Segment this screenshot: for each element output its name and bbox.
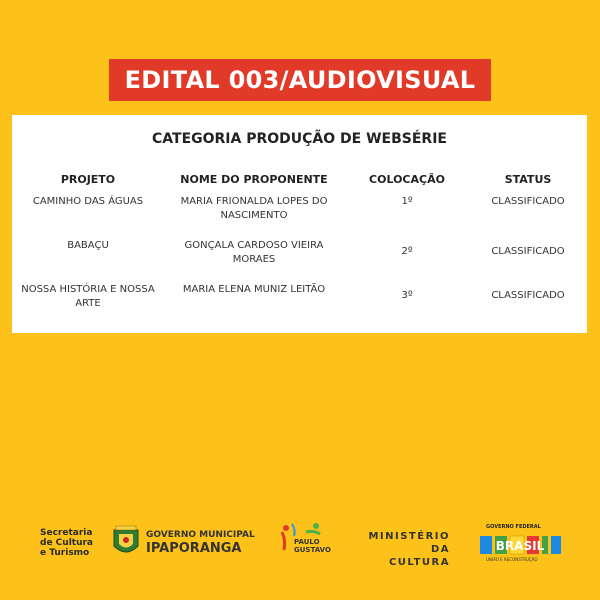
uniao-text: UNIÃO E RECONSTRUÇÃO — [486, 557, 538, 562]
row1-colocacao: 1º — [401, 196, 413, 207]
ministerio-cultura-logo — [355, 530, 450, 569]
secretaria-line-1: Secretaria — [40, 528, 93, 538]
paulo-text: PAULO — [294, 538, 320, 546]
row1-proponente: MARIA FRIONALDA LOPES DO NASCIMENTO — [180, 196, 328, 221]
edital-title: EDITAL 003/AUDIOVISUAL — [124, 66, 476, 94]
municipal-crest-icon — [110, 524, 142, 560]
row2-proponente: GONÇALA CARDOSO VIEIRA MORAES — [184, 240, 324, 265]
gov-municipal-text: GOVERNO MUNICIPAL — [146, 530, 255, 540]
ministerio-line-2: CULTURA — [388, 557, 450, 568]
header-colocacao: COLOCAÇÃO — [369, 173, 445, 186]
sponsor-logos — [0, 520, 600, 570]
header-status: STATUS — [504, 173, 552, 186]
row3-status: CLASSIFICADO — [491, 290, 565, 301]
secretaria-line-3: e Turismo — [40, 548, 90, 558]
paulo-gustavo-text — [294, 538, 331, 554]
ipaporanga-text: IPAPORANGA — [146, 541, 242, 556]
row2-colocacao: 2º — [401, 246, 413, 257]
row3-projeto: NOSSA HISTÓRIA E NOSSA ARTE — [21, 284, 155, 309]
row2-projeto: BABAÇU — [67, 240, 109, 251]
brasil-text: BRASIL — [495, 539, 545, 553]
gustavo-text: GUSTAVO — [294, 546, 331, 554]
category-heading: CATEGORIA PRODUÇÃO DE WEBSÉRIE — [152, 131, 447, 147]
row1-status: CLASSIFICADO — [491, 196, 565, 207]
secretaria-cultura-logo — [40, 528, 93, 558]
gov-federal-text: GOVERNO FEDERAL — [486, 524, 541, 530]
secretaria-line-2: de Cultura — [40, 538, 93, 548]
row2-status: CLASSIFICADO — [491, 246, 565, 257]
edital-title-banner — [109, 59, 491, 101]
ministerio-line-1: MINISTÉRIO DA — [368, 531, 450, 555]
ipaporanga-logo — [110, 524, 255, 564]
results-card — [12, 115, 587, 333]
row3-colocacao: 3º — [401, 290, 413, 301]
paulo-gustavo-logo — [276, 520, 331, 562]
row3-proponente: MARIA ELENA MUNIZ LEITÃO — [182, 284, 326, 295]
header-proponente: NOME DO PROPONENTE — [180, 173, 328, 186]
row1-projeto: CAMINHO DAS ÁGUAS — [32, 196, 144, 207]
header-projeto: PROJETO — [60, 173, 116, 186]
